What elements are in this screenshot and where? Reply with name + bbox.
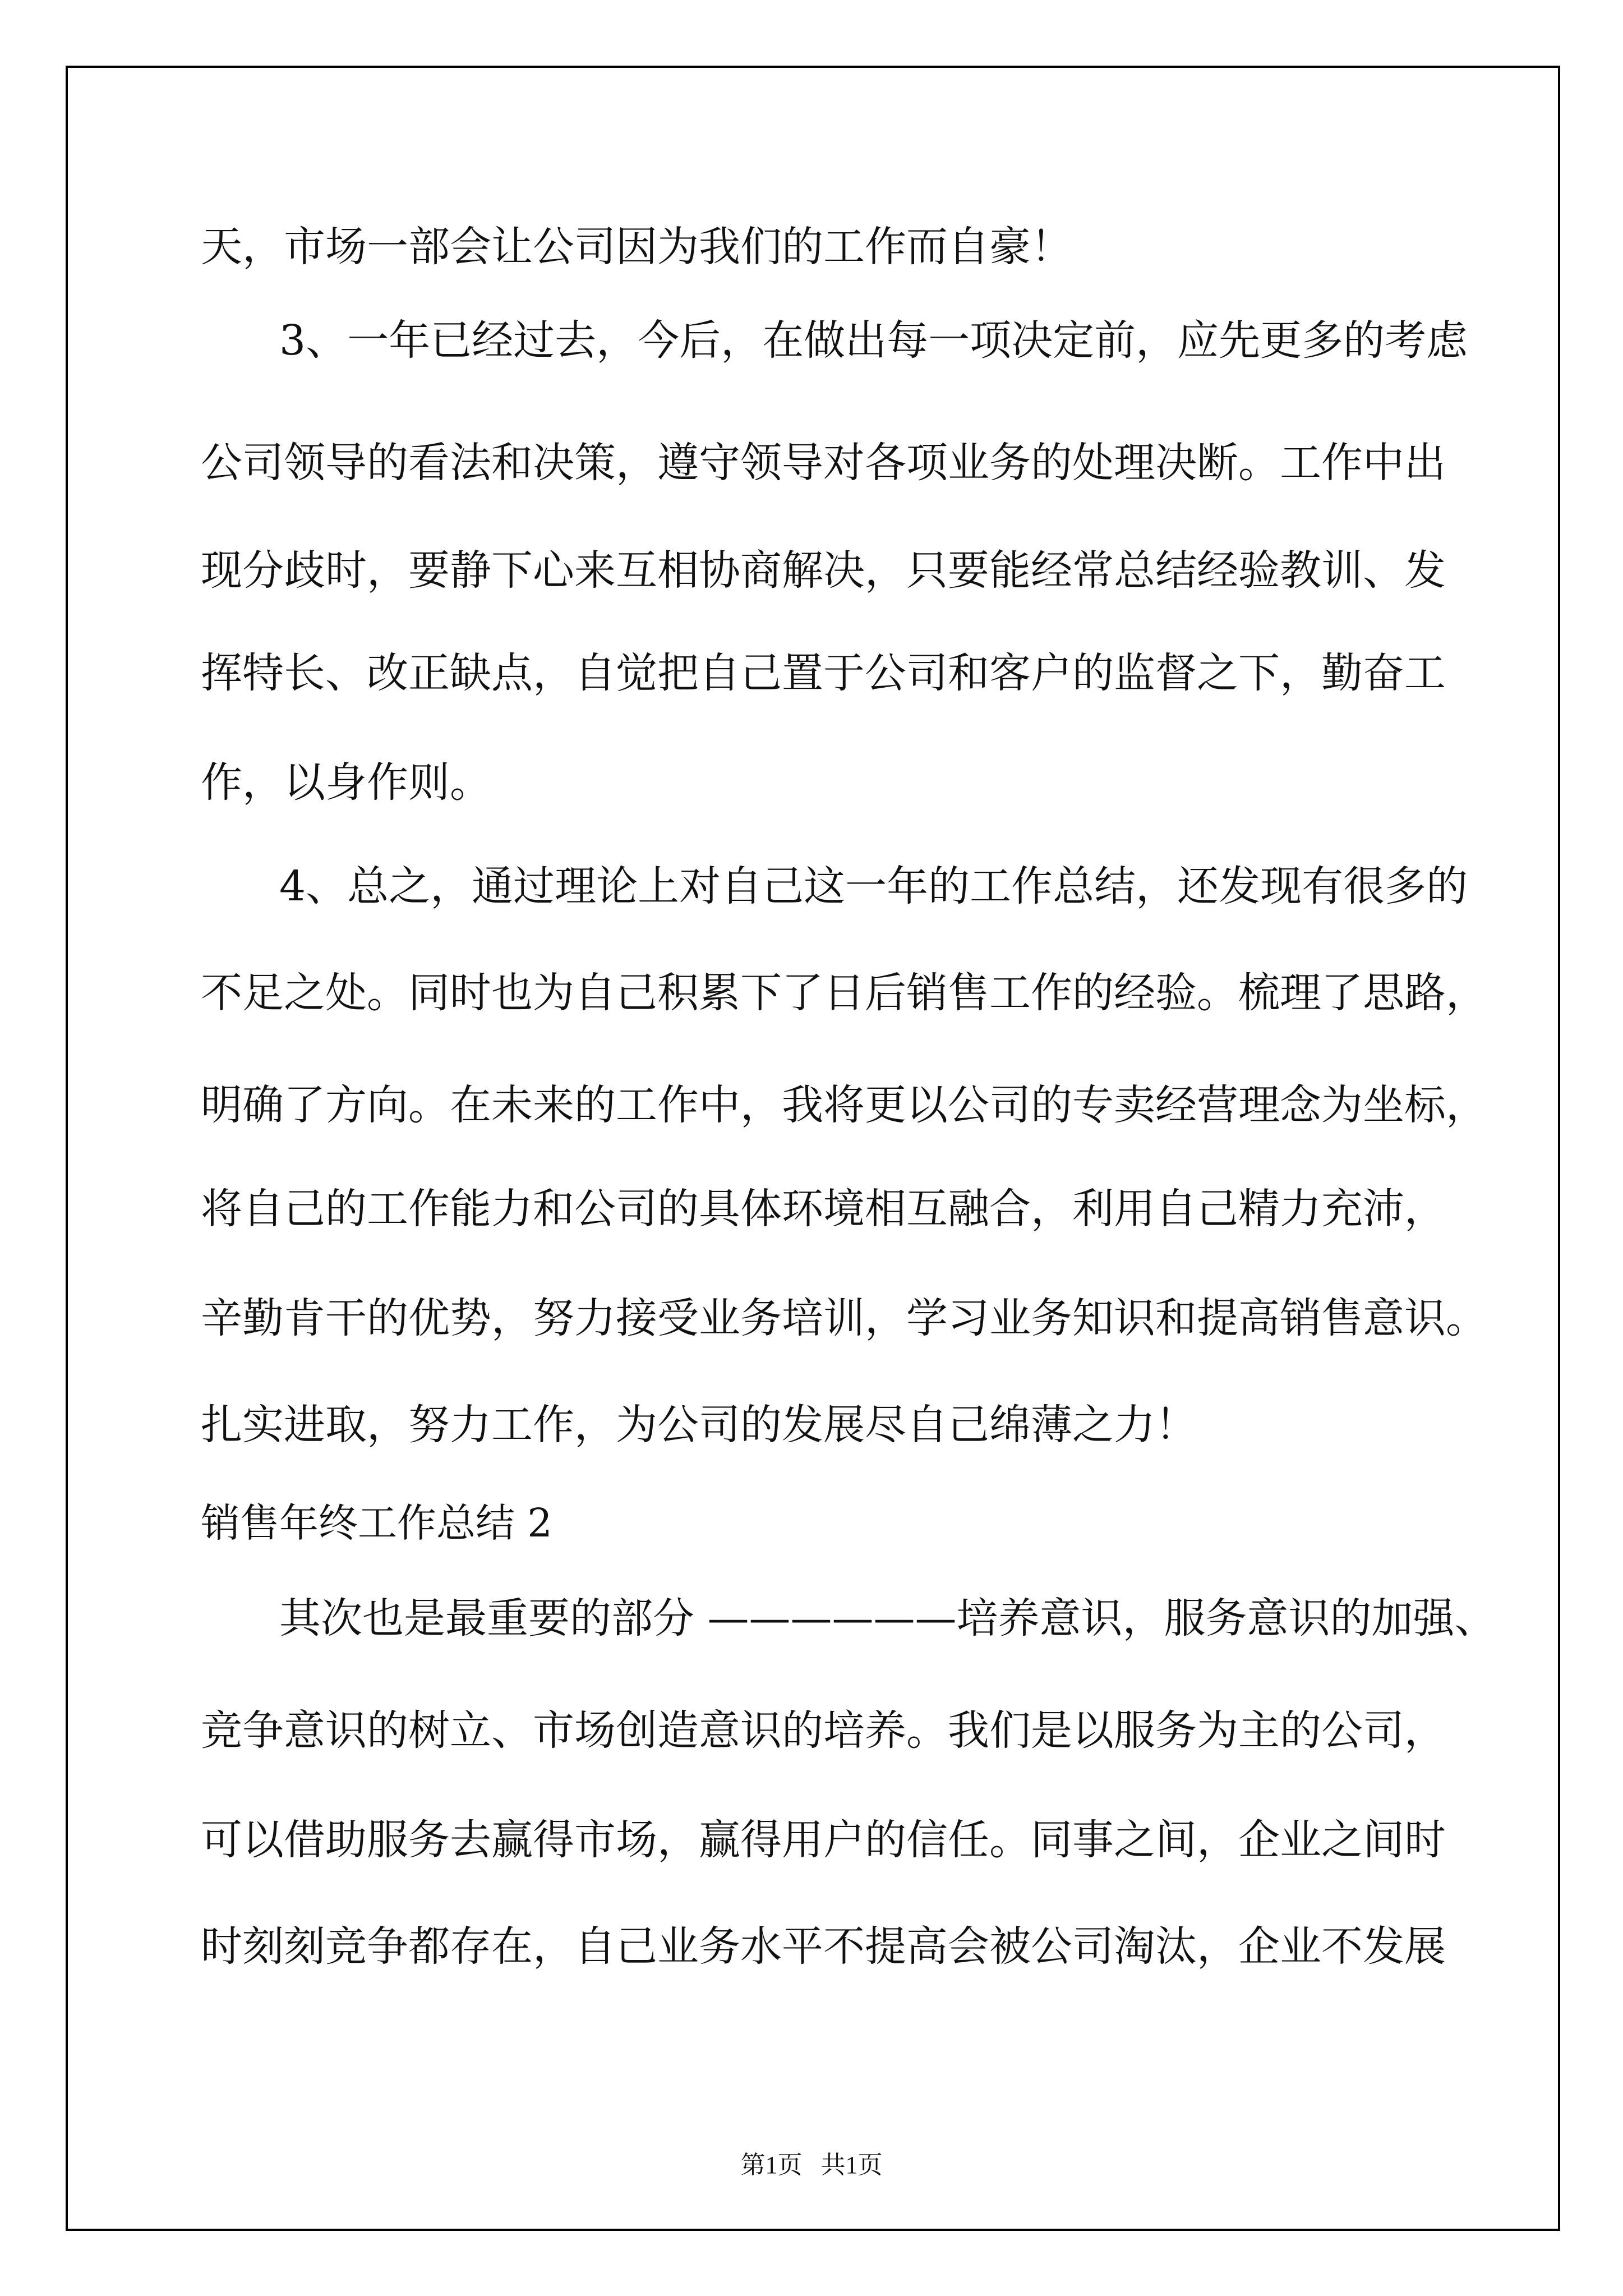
body-line: 明确了方向。在未来的工作中，我将更以公司的专卖经营理念为坐标，	[201, 1081, 1487, 1129]
body-line: 3、一年已经过去，今后，在做出每一项决定前，应先更多的考虑	[279, 316, 1468, 365]
body-line: 竞争意识的树立、市场创造意识的培养。我们是以服务为主的公司，	[201, 1706, 1446, 1755]
body-line: 公司领导的看法和决策，遵守领导对各项业务的处理决断。工作中出	[201, 439, 1446, 487]
body-line: 扎实进取，努力工作，为公司的发展尽自己绵薄之力！	[201, 1401, 1197, 1449]
body-line: 挥特长、改正缺点，自觉把自己置于公司和客户的监督之下，勤奋工	[201, 649, 1446, 697]
body-line: 作，以身作则。	[201, 758, 491, 807]
body-line: 时刻刻竞争都存在，自己业务水平不提高会被公司淘汰，企业不发展	[201, 1922, 1446, 1971]
page-border	[66, 66, 1560, 2231]
body-line: 可以借助服务去赢得市场，赢得用户的信任。同事之间，企业之间时	[201, 1816, 1446, 1864]
body-line: 不足之处。同时也为自己积累下了日后销售工作的经验。梳理了思路，	[201, 969, 1487, 1017]
body-line: 辛勤肯干的优势，努力接受业务培训，学习业务知识和提高销售意识。	[201, 1294, 1487, 1342]
body-line: 现分歧时，要静下心来互相协商解决，只要能经常总结经验教训、发	[201, 546, 1446, 595]
body-line: 天，市场一部会让公司因为我们的工作而自豪！	[201, 223, 1072, 271]
page-footer: 第1页 共1页	[740, 2151, 883, 2179]
body-line: 其次也是最重要的部分 ——————培养意识，服务意识的加强、	[279, 1594, 1496, 1642]
body-line: 将自己的工作能力和公司的具体环境相互融合，利用自己精力充沛，	[201, 1185, 1446, 1233]
section-heading: 销售年终工作总结 2	[201, 1500, 552, 1546]
body-line: 4、总之，通过理论上对自己这一年的工作总结，还发现有很多的	[279, 862, 1468, 910]
